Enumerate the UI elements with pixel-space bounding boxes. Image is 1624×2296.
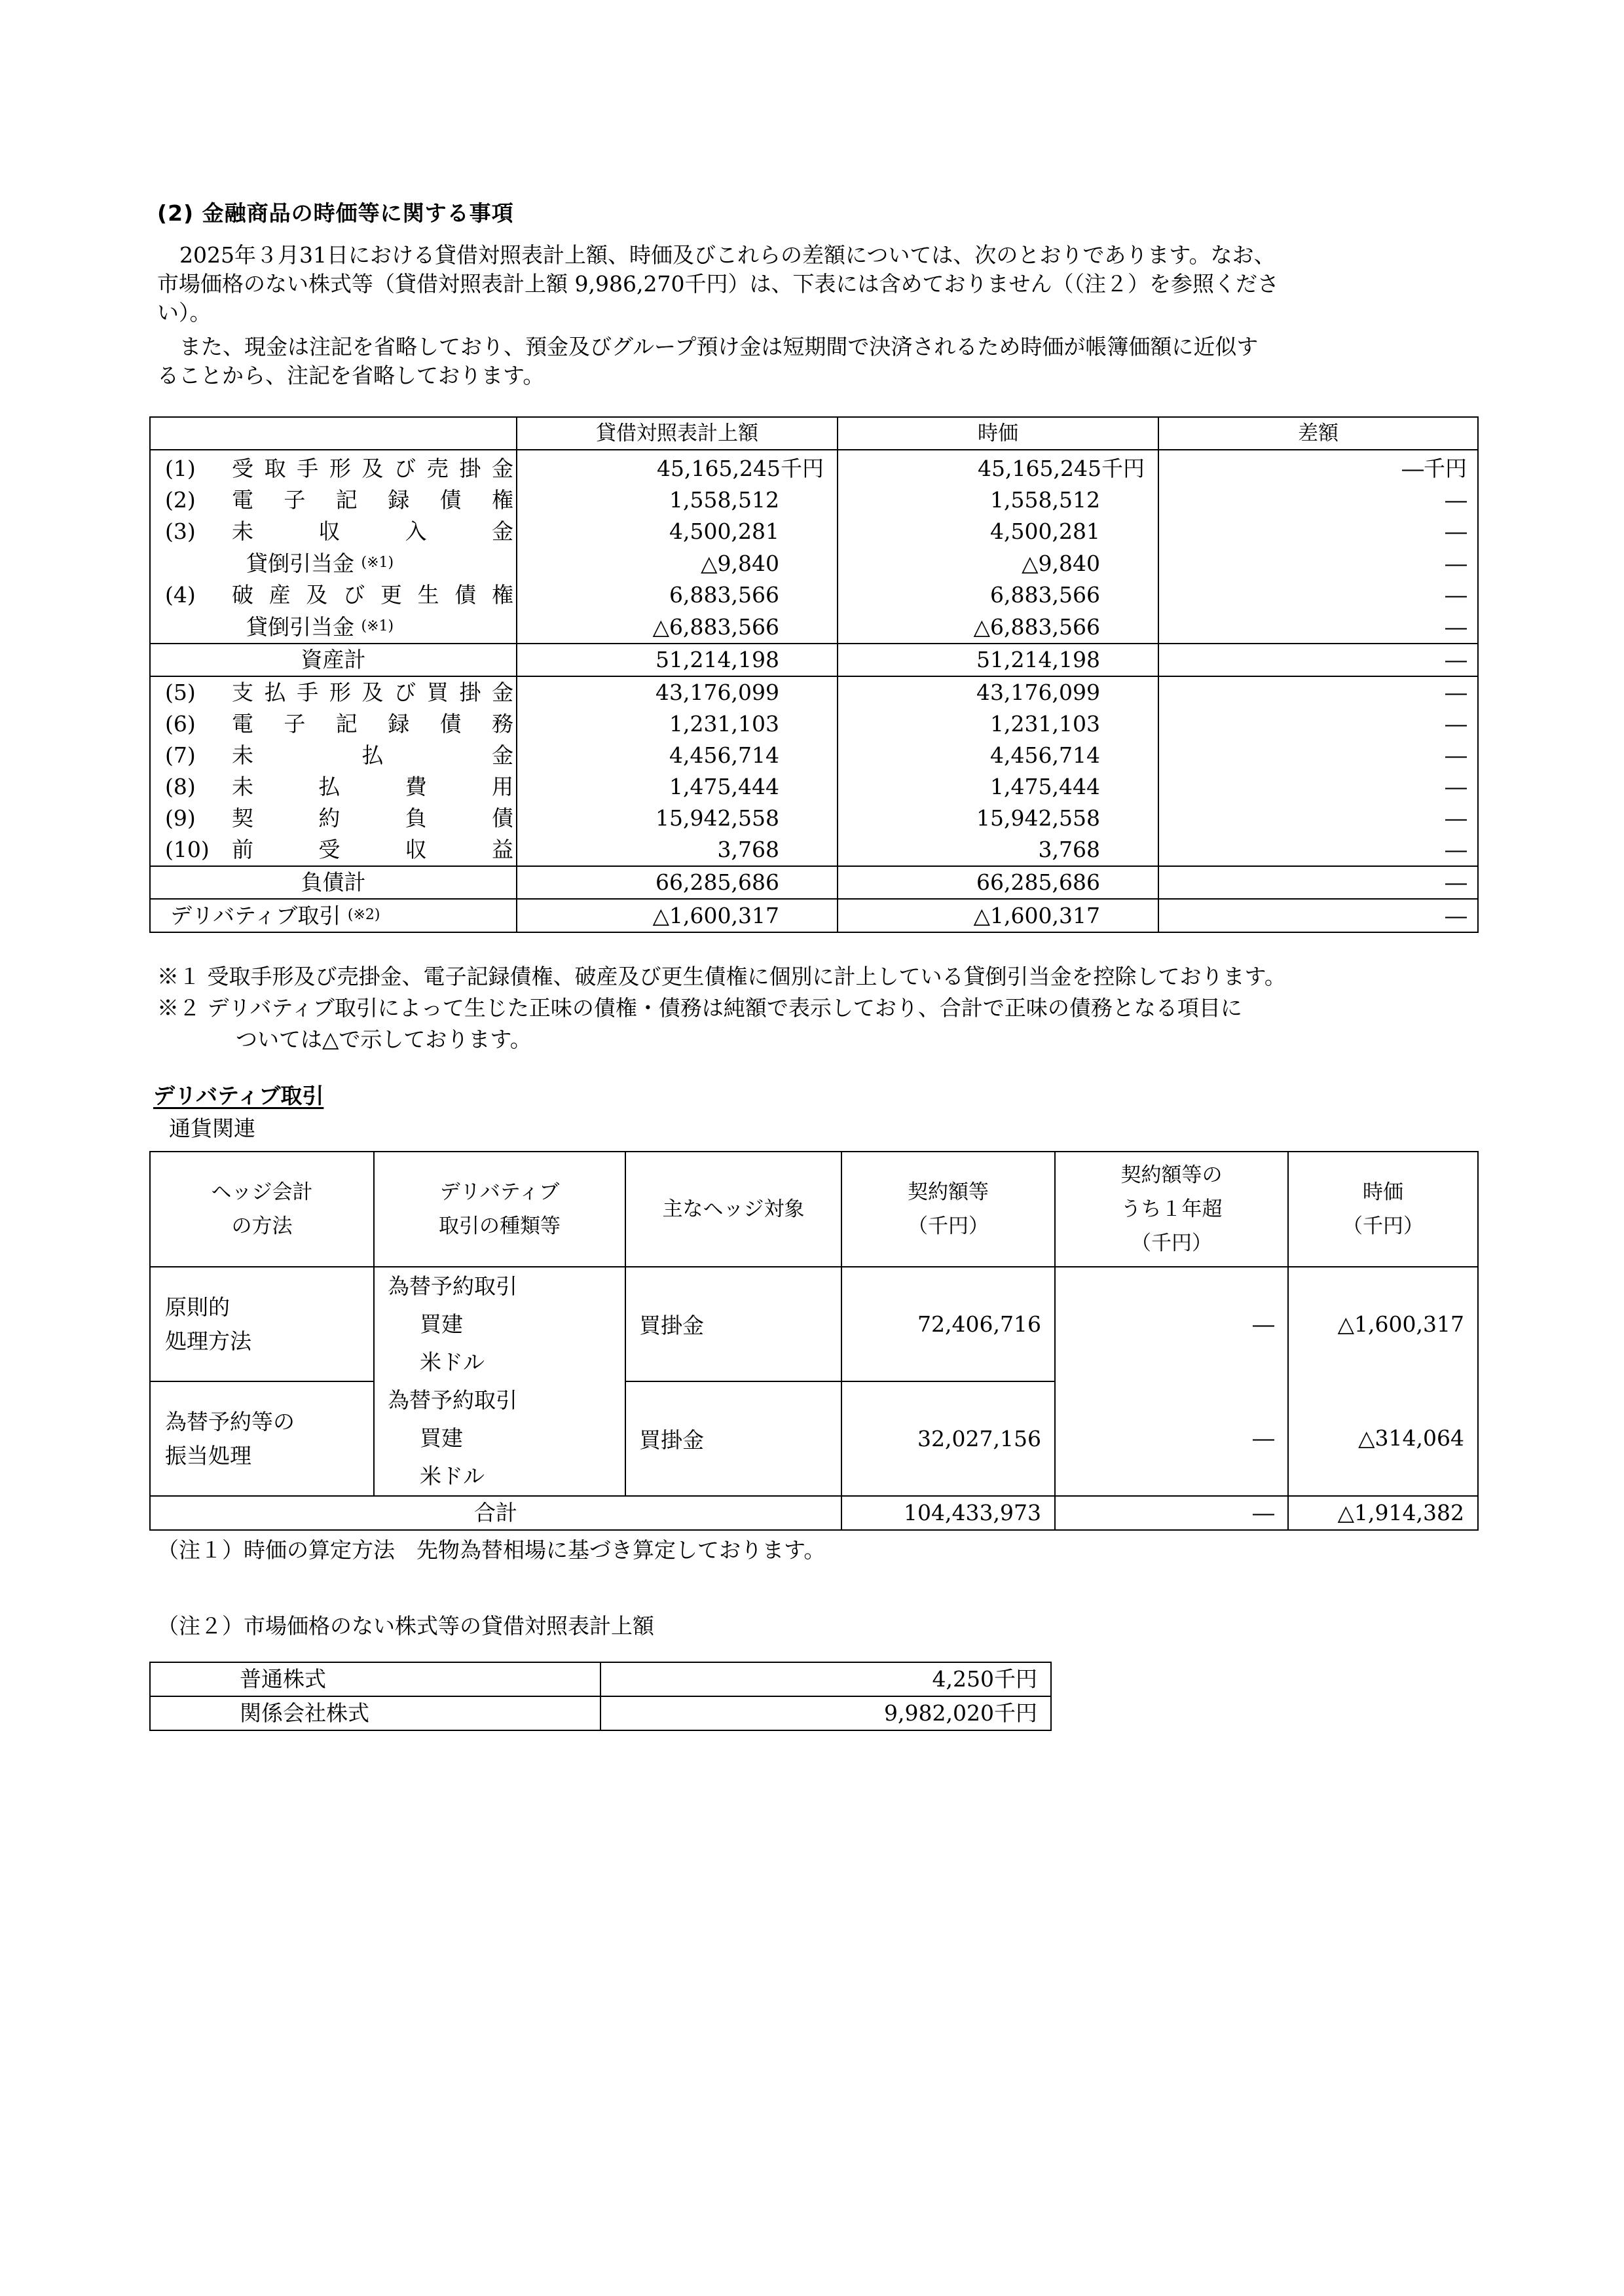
contract-over-1y: ― xyxy=(1055,1419,1288,1457)
header-line: デリバティブ xyxy=(439,1180,560,1204)
table-row xyxy=(150,484,1478,516)
row-title: 電子記録債権 xyxy=(232,487,513,513)
diff-value: ― xyxy=(1158,866,1478,899)
header-line: ヘッジ会計 xyxy=(211,1180,313,1204)
row-label xyxy=(150,771,517,803)
cash-line: また、現金は注記を省略しており、預金及びグループ預け金は短期間で決済されるため時価が帳簿価額に近似す xyxy=(179,334,1259,359)
intro-line: い）。 xyxy=(157,300,212,325)
row-title: 電子記録債務 xyxy=(232,711,513,737)
currency-subheading: 通貨関連 xyxy=(169,1116,255,1141)
footnote-2: ※２ デリバティブ取引によって生じた正味の債権・債務は純額で表示しており、合計で正味の債務となる項目に xyxy=(157,995,1242,1021)
fv-value: 4,500,281 xyxy=(838,516,1158,547)
intro-paragraph xyxy=(157,241,1480,327)
row-label: 資産計 xyxy=(150,644,517,676)
row-title: 未払費用 xyxy=(232,774,513,799)
row-number: (3) xyxy=(165,519,196,544)
derivatives-table xyxy=(149,1151,1479,1531)
row-label xyxy=(150,899,517,932)
row-title: 貸倒引当金 xyxy=(246,551,354,576)
diff-value: ― xyxy=(1158,611,1478,644)
table-header-row xyxy=(150,417,1478,450)
table-row xyxy=(150,1381,1478,1419)
fv-value: 1,558,512 xyxy=(838,484,1158,516)
method-line: 振当処理 xyxy=(165,1442,251,1468)
table-row xyxy=(150,579,1478,611)
header-line: 時価 xyxy=(1363,1180,1403,1204)
diff-value: ― xyxy=(1158,834,1478,866)
row-title: 貸倒引当金 xyxy=(246,614,354,640)
diff-value: ― xyxy=(1158,899,1478,932)
cash-paragraph xyxy=(157,333,1480,390)
table-row xyxy=(150,834,1478,866)
method-line: 原則的 xyxy=(165,1294,230,1320)
bs-value: 1,231,103 xyxy=(517,708,838,740)
table-row xyxy=(150,1267,1478,1305)
row-label xyxy=(150,516,517,547)
hedged-item: 買掛金 xyxy=(625,1267,841,1381)
derivative-type: 為替予約取引 xyxy=(374,1381,625,1419)
liability-total-row xyxy=(150,866,1478,899)
fv-value: 43,176,099 xyxy=(838,676,1158,708)
row-number: (5) xyxy=(165,680,196,705)
footnote-1: ※１ 受取手形及び売掛金、電子記録債権、破産及び更生債権に個別に計上している貸倒引当金を控除しております。 xyxy=(157,964,1286,989)
row-label xyxy=(150,450,517,484)
method-line: 処理方法 xyxy=(165,1328,251,1354)
hedge-method xyxy=(150,1267,374,1381)
fv-value: 1,231,103 xyxy=(838,708,1158,740)
empty-cell xyxy=(1288,1343,1478,1381)
derivative-type: 買建 xyxy=(374,1419,625,1457)
asset-total-row xyxy=(150,644,1478,676)
header-cell: 時価 xyxy=(838,417,1158,450)
derivative-type: 米ドル xyxy=(374,1457,625,1496)
share-type: 関係会社株式 xyxy=(150,1696,600,1730)
contract-amount: 32,027,156 xyxy=(841,1381,1055,1496)
diff-value: ― xyxy=(1158,516,1478,547)
intro-line: 市場価格のない株式等（貸借対照表計上額 9,986,270千円）は、下表には含めておりません（（注２）を参照くださ xyxy=(157,271,1279,297)
bs-value: 45,165,245千円 xyxy=(517,450,838,484)
diff-value: ― xyxy=(1158,771,1478,803)
table-row xyxy=(150,771,1478,803)
section-title: (2) 金融商品の時価等に関する事項 xyxy=(157,200,514,226)
empty-cell xyxy=(1288,1267,1478,1305)
footnotes xyxy=(157,961,1286,1055)
derivative-type: 米ドル xyxy=(374,1343,625,1381)
bs-value: 4,456,714 xyxy=(517,740,838,771)
row-title: 契約負債 xyxy=(232,805,513,831)
unlisted-shares-table xyxy=(149,1662,1052,1731)
note-1: （注１）時価の算定方法 先物為替相場に基づき算定しております。 xyxy=(157,1537,826,1563)
row-label xyxy=(150,579,517,611)
bs-value: △6,883,566 xyxy=(517,611,838,644)
footnote-mark: (※1) xyxy=(361,618,394,634)
note-2-title: （注２）市場価格のない株式等の貸借対照表計上額 xyxy=(157,1613,654,1639)
fair-value: △1,600,317 xyxy=(1288,1305,1478,1343)
empty-cell xyxy=(1055,1457,1288,1496)
header-line: （千円） xyxy=(1131,1231,1212,1255)
bs-value: △1,600,317 xyxy=(517,899,838,932)
bs-value: 43,176,099 xyxy=(517,676,838,708)
bs-value: 51,214,198 xyxy=(517,644,838,676)
table-row xyxy=(150,450,1478,484)
fv-value: △1,600,317 xyxy=(838,899,1158,932)
fv-value: 3,768 xyxy=(838,834,1158,866)
row-title: デリバティブ取引 xyxy=(170,903,341,928)
header-line: （千円） xyxy=(908,1214,989,1238)
bs-value: △9,840 xyxy=(517,547,838,579)
empty-cell xyxy=(1055,1267,1288,1305)
method-line: 為替予約等の xyxy=(165,1408,295,1434)
row-label: 負債計 xyxy=(150,866,517,899)
header-cell xyxy=(374,1152,625,1267)
header-cell: 貸借対照表計上額 xyxy=(517,417,838,450)
diff-value: ― xyxy=(1158,579,1478,611)
row-number: (6) xyxy=(165,711,196,737)
table-row xyxy=(150,516,1478,547)
diff-value: ― xyxy=(1158,740,1478,771)
diff-value: ― xyxy=(1158,547,1478,579)
row-number: (8) xyxy=(165,774,196,799)
table-row xyxy=(150,547,1478,579)
header-cell: 差額 xyxy=(1158,417,1478,450)
row-title: 破産及び更生債権 xyxy=(232,582,513,608)
header-cell xyxy=(841,1152,1055,1267)
header-line: 契約額等の xyxy=(1120,1163,1223,1187)
hedged-item: 買掛金 xyxy=(625,1381,841,1496)
table-row xyxy=(150,1696,1051,1730)
intro-line: 2025年３月31日における貸借対照表計上額、時価及びこれらの差額については、次のとおりであります。なお、 xyxy=(179,242,1276,268)
empty-cell xyxy=(1288,1457,1478,1496)
header-line: うち１年超 xyxy=(1120,1197,1223,1221)
bs-value: 66,285,686 xyxy=(517,866,838,899)
fv-value: 6,883,566 xyxy=(838,579,1158,611)
bs-value: 4,500,281 xyxy=(517,516,838,547)
fv-value: 66,285,686 xyxy=(838,866,1158,899)
contract-amount: 72,406,716 xyxy=(841,1267,1055,1381)
bs-value: 3,768 xyxy=(517,834,838,866)
header-cell xyxy=(1288,1152,1478,1267)
table-row xyxy=(150,740,1478,771)
fv-value: 51,214,198 xyxy=(838,644,1158,676)
row-label xyxy=(150,834,517,866)
cash-line: ることから、注記を省略しております。 xyxy=(157,363,545,388)
derivatives-total-row xyxy=(150,1496,1478,1530)
bs-value: 6,883,566 xyxy=(517,579,838,611)
table-row xyxy=(150,676,1478,708)
fv-value: △9,840 xyxy=(838,547,1158,579)
derivatives-heading: デリバティブ取引 xyxy=(153,1083,324,1108)
header-line: の方法 xyxy=(231,1214,293,1238)
header-cell xyxy=(625,1152,841,1267)
derivative-row xyxy=(150,899,1478,932)
footnote-2-cont: ついては△で示しております。 xyxy=(236,1027,532,1052)
derivative-type: 為替予約取引 xyxy=(374,1267,625,1305)
row-title: 未払金 xyxy=(232,742,513,768)
share-value: 9,982,020千円 xyxy=(600,1696,1051,1730)
total-fair-value: △1,914,382 xyxy=(1288,1496,1478,1530)
row-label xyxy=(150,708,517,740)
header-line: （千円） xyxy=(1342,1214,1424,1238)
header-line: 主なヘッジ対象 xyxy=(662,1197,805,1221)
empty-cell xyxy=(1055,1381,1288,1419)
fair-value-table xyxy=(149,416,1479,933)
header-line: 契約額等 xyxy=(908,1180,989,1204)
empty-cell xyxy=(1288,1381,1478,1419)
derivative-type: 買建 xyxy=(374,1305,625,1343)
footnote-mark: (※2) xyxy=(347,907,380,923)
row-label xyxy=(150,547,517,579)
fair-value: △314,064 xyxy=(1288,1419,1478,1457)
bs-value: 15,942,558 xyxy=(517,803,838,834)
row-label xyxy=(150,803,517,834)
contract-over-1y: ― xyxy=(1055,1305,1288,1343)
header-cell xyxy=(1055,1152,1288,1267)
row-title: 支払手形及び買掛金 xyxy=(232,680,513,705)
diff-value: ―千円 xyxy=(1158,450,1478,484)
header-line: 取引の種類等 xyxy=(439,1214,561,1238)
table-header-row xyxy=(150,1152,1478,1267)
row-number: (2) xyxy=(165,487,196,513)
empty-cell xyxy=(1055,1343,1288,1381)
fv-value: 1,475,444 xyxy=(838,771,1158,803)
header-cell xyxy=(150,417,517,450)
row-label xyxy=(150,676,517,708)
diff-value: ― xyxy=(1158,803,1478,834)
fv-value: 15,942,558 xyxy=(838,803,1158,834)
table-row xyxy=(150,803,1478,834)
bs-value: 1,475,444 xyxy=(517,771,838,803)
row-number: (9) xyxy=(165,805,196,831)
row-number: (7) xyxy=(165,742,196,768)
fv-value: 4,456,714 xyxy=(838,740,1158,771)
table-row xyxy=(150,1662,1051,1696)
fv-value: △6,883,566 xyxy=(838,611,1158,644)
row-label xyxy=(150,740,517,771)
total-label: 合計 xyxy=(150,1496,841,1530)
diff-value: ― xyxy=(1158,484,1478,516)
row-number: (4) xyxy=(165,582,196,608)
total-over-1y: ― xyxy=(1055,1496,1288,1530)
bs-value: 1,558,512 xyxy=(517,484,838,516)
row-label xyxy=(150,611,517,644)
row-title: 前受収益 xyxy=(232,837,513,862)
hedge-method xyxy=(150,1381,374,1496)
row-title: 未収入金 xyxy=(232,519,513,544)
diff-value: ― xyxy=(1158,676,1478,708)
diff-value: ― xyxy=(1158,708,1478,740)
table-row xyxy=(150,708,1478,740)
table-row xyxy=(150,611,1478,644)
row-number: (1) xyxy=(165,456,196,481)
fv-value: 45,165,245千円 xyxy=(838,450,1158,484)
diff-value: ― xyxy=(1158,644,1478,676)
share-type: 普通株式 xyxy=(150,1662,600,1696)
total-amount: 104,433,973 xyxy=(841,1496,1055,1530)
row-number: (10) xyxy=(165,837,210,862)
row-title: 受取手形及び売掛金 xyxy=(232,456,513,481)
share-value: 4,250千円 xyxy=(600,1662,1051,1696)
header-cell xyxy=(150,1152,374,1267)
footnote-mark: (※1) xyxy=(361,555,394,571)
row-label xyxy=(150,484,517,516)
